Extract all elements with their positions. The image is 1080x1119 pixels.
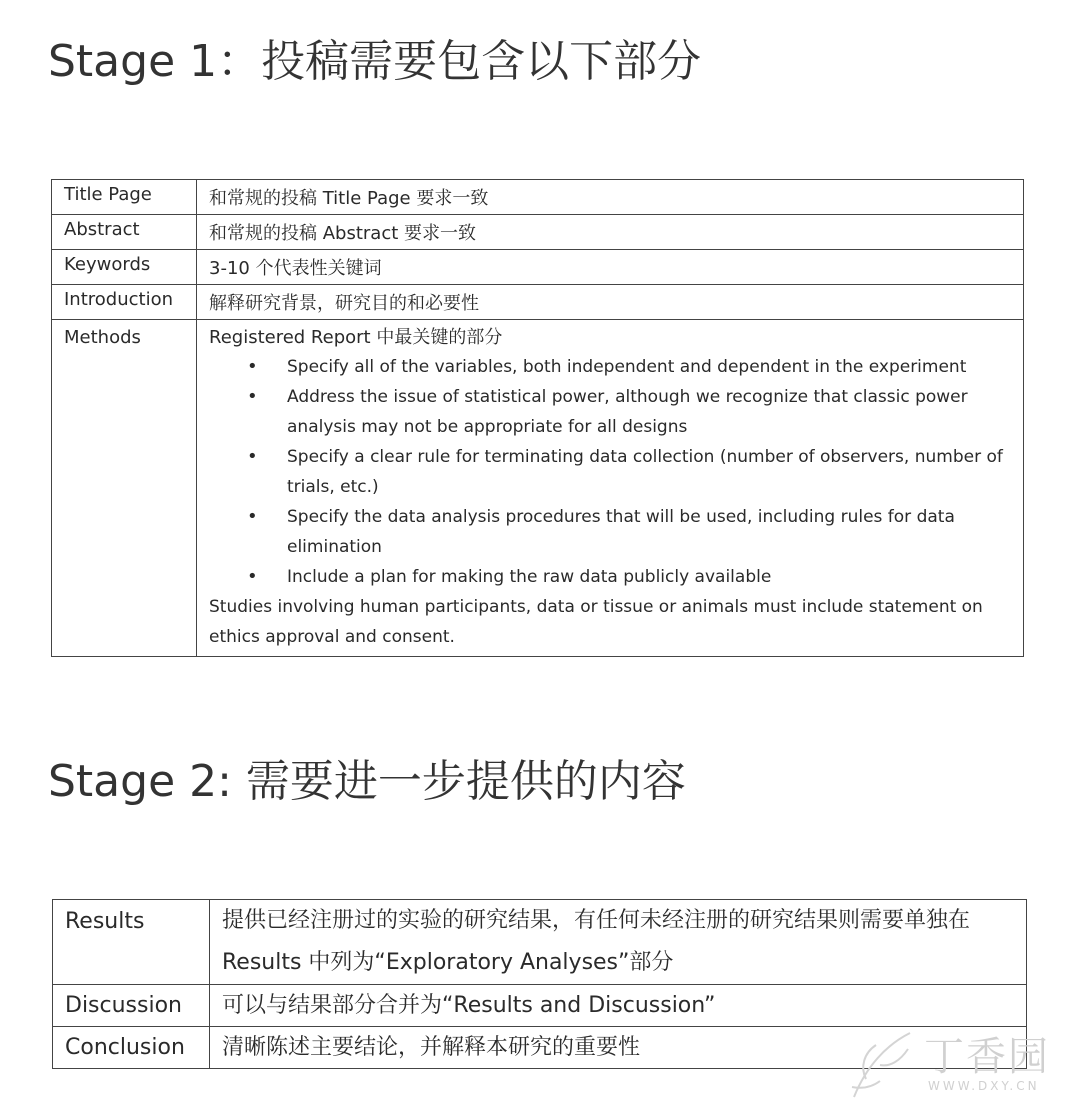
- row-label: Keywords: [52, 250, 197, 285]
- table-row: [52, 285, 1024, 320]
- methods-intro: Registered Report 中最关键的部分: [209, 327, 503, 348]
- table-row: [52, 250, 1024, 285]
- row-label: Title Page: [52, 180, 197, 215]
- table-row: [53, 985, 1027, 1027]
- leaf-logo-icon: [846, 1027, 916, 1103]
- stage1-heading: Stage 1：投稿需要包含以下部分: [48, 36, 702, 87]
- row-value: 清晰陈述主要结论，并解释本研究的重要性: [210, 1027, 1027, 1069]
- watermark: [832, 1023, 1062, 1107]
- table-row: [52, 180, 1024, 215]
- list-item: • Specify the data analysis procedures that will be used, including rules for data elimination: [209, 502, 1013, 562]
- row-value: 提供已经注册过的实验的研究结果，有任何未经注册的研究结果则需要单独在 Results 中列为“Exploratory Analyses”部分: [210, 900, 1027, 985]
- methods-footer: Studies involving human participants, data or tissue or animals must include statement on ethics approval and consent.: [209, 597, 983, 647]
- list-item: • Specify a clear rule for terminating data collection (number of observers, number of trials, etc.): [209, 442, 1013, 502]
- row-label: Discussion: [53, 985, 210, 1027]
- table-row: [52, 215, 1024, 250]
- row-value: 可以与结果部分合并为“Results and Discussion”: [210, 985, 1027, 1027]
- row-value: 和常规的投稿 Title Page 要求一致: [197, 180, 1024, 215]
- row-label: Abstract: [52, 215, 197, 250]
- stage1-table: [51, 179, 1024, 657]
- row-label: Conclusion: [53, 1027, 210, 1069]
- watermark-url: WWW.DXY.CN: [928, 1079, 1040, 1093]
- list-item: • Address the issue of statistical power, although we recognize that classic power analysis may not be appropriate for all designs: [209, 382, 1013, 442]
- watermark-text: 丁香园: [924, 1034, 1050, 1080]
- row-label: Results: [53, 900, 210, 985]
- table-row: [53, 900, 1027, 985]
- list-item: • Specify all of the variables, both independent and dependent in the experiment: [209, 352, 1013, 382]
- table-row-methods: [52, 320, 1024, 657]
- row-value: 和常规的投稿 Abstract 要求一致: [197, 215, 1024, 250]
- row-value: 3-10 个代表性关键词: [197, 250, 1024, 285]
- row-label: Methods: [52, 320, 197, 657]
- methods-bullet-list: [209, 352, 1013, 592]
- row-label: Introduction: [52, 285, 197, 320]
- methods-content: [197, 320, 1024, 657]
- row-value: 解释研究背景，研究目的和必要性: [197, 285, 1024, 320]
- list-item: • Include a plan for making the raw data publicly available: [209, 562, 1013, 592]
- stage2-heading: Stage 2: 需要进一步提供的内容: [48, 756, 686, 807]
